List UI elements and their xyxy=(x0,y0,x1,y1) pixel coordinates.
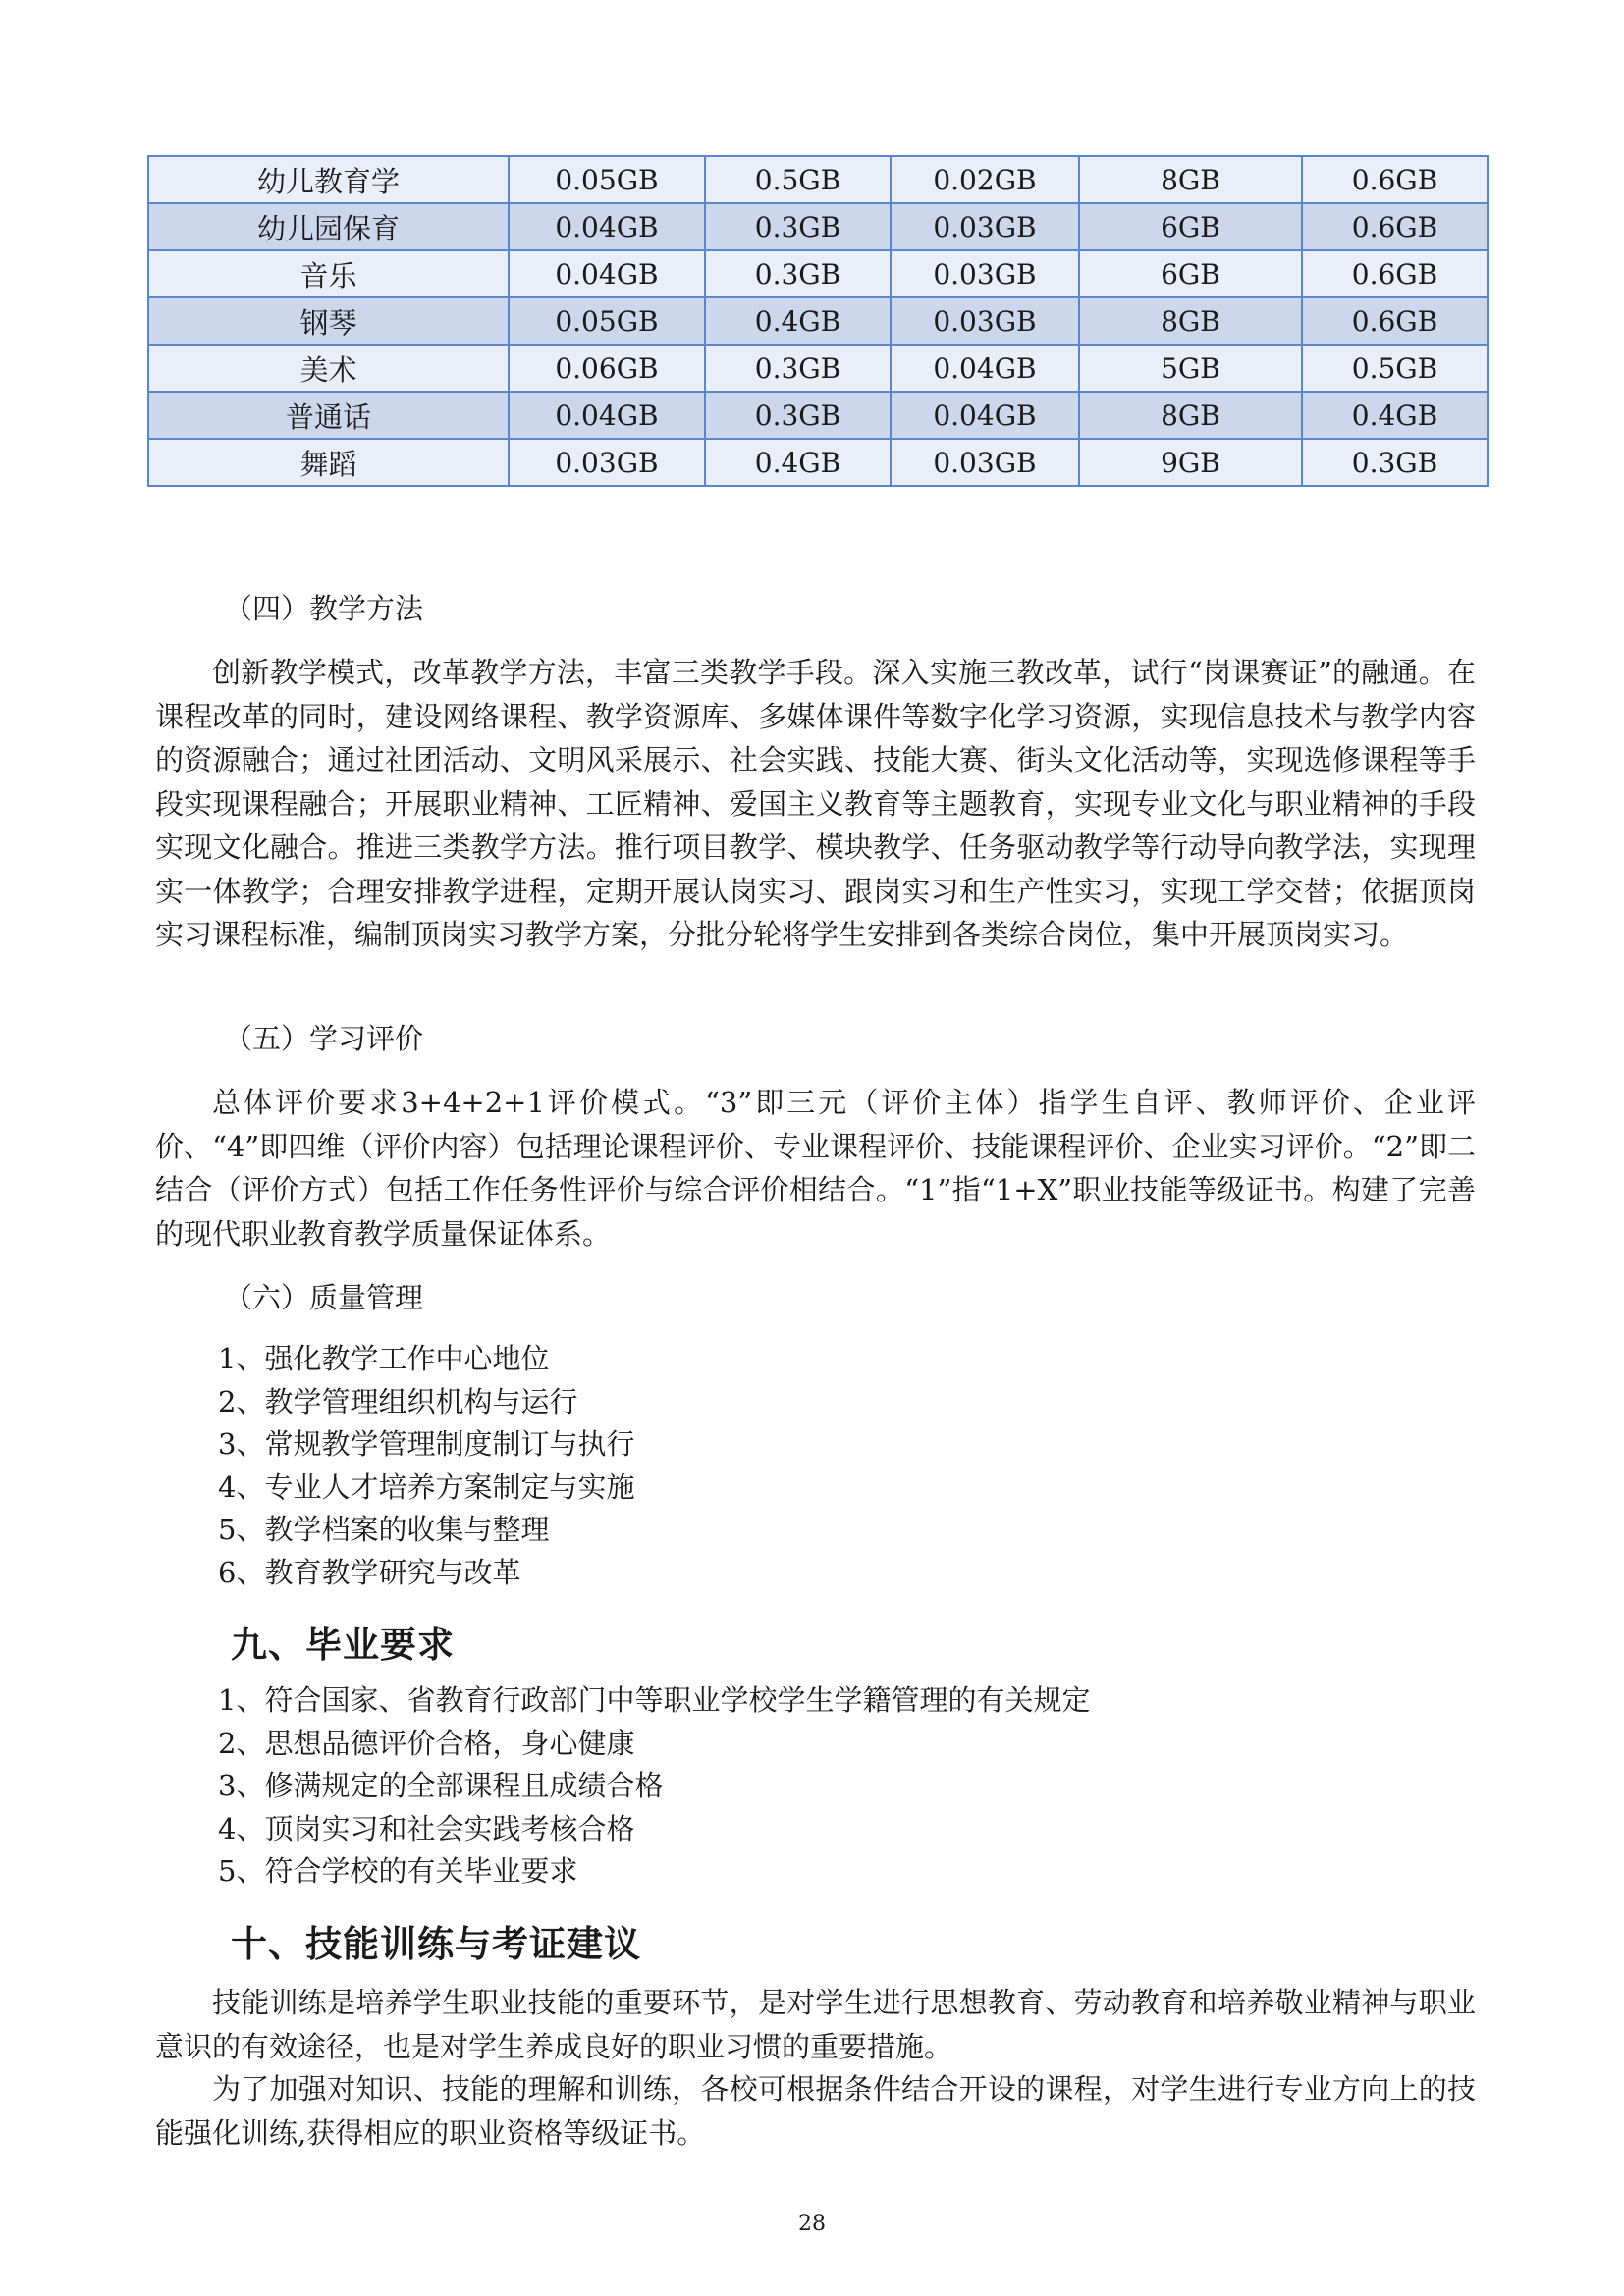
table-row xyxy=(148,392,1488,439)
table-cell-size: 0.03GB xyxy=(891,297,1079,345)
list-item: 4、顶岗实习和社会实践考核合格 xyxy=(218,1811,635,1845)
table-cell-course: 音乐 xyxy=(148,250,509,297)
list-item: 2、思想品德评价合格，身心健康 xyxy=(218,1726,635,1760)
table-cell-size: 0.04GB xyxy=(891,392,1079,439)
table-cell-size: 0.06GB xyxy=(509,345,705,392)
graduation-requirements-list xyxy=(218,1680,1090,1894)
table-row xyxy=(148,156,1488,203)
table-cell-course: 舞蹈 xyxy=(148,439,509,486)
table-cell-size: 6GB xyxy=(1079,203,1302,250)
list-item: 5、教学档案的收集与整理 xyxy=(218,1513,550,1546)
table-row xyxy=(148,439,1488,486)
table-cell-size: 0.5GB xyxy=(1302,345,1488,392)
table-cell-size: 0.6GB xyxy=(1302,297,1488,345)
table-cell-size: 0.3GB xyxy=(705,345,891,392)
section-title-quality-management: （六）质量管理 xyxy=(224,1281,424,1314)
list-item: 1、符合国家、省教育行政部门中等职业学校学生学籍管理的有关规定 xyxy=(218,1683,1091,1717)
table-cell-size: 0.3GB xyxy=(705,250,891,297)
quality-management-list xyxy=(218,1338,634,1594)
table-cell-course: 普通话 xyxy=(148,392,509,439)
table-cell-size: 0.03GB xyxy=(509,439,705,486)
learning-evaluation-paragraph: 总体评价要求3+4+2+1评价模式。“3”即三元（评价主体）指学生自评、教师评价、企业评价、“4”即四维（评价内容）包括理论课程评价、专业课程评价、技能课程评价、企业实习评价。“2”即二结合（评价方式）包括工作任务性评价与综合评价相结合。“1”指“1+X”职业技能等级证书。构建了完善的现代职业教育教学质量保证体系。 xyxy=(155,1086,1476,1251)
table-cell-size: 0.4GB xyxy=(1302,392,1488,439)
table-cell-size: 8GB xyxy=(1079,392,1302,439)
table-cell-size: 0.02GB xyxy=(891,156,1079,203)
chapter-heading-graduation-requirements: 九、毕业要求 xyxy=(231,1624,455,1666)
table-row xyxy=(148,345,1488,392)
list-item: 5、符合学校的有关毕业要求 xyxy=(218,1854,578,1888)
skill-training-paragraph-2: 为了加强对知识、技能的理解和训练，各校可根据条件结合开设的课程，对学生进行专业方向上的技能强化训练,获得相应的职业资格等级证书。 xyxy=(155,2072,1476,2150)
section-title-teaching-methods: （四）教学方法 xyxy=(224,592,424,625)
table-cell-size: 9GB xyxy=(1079,439,1302,486)
list-item: 2、教学管理组织机构与运行 xyxy=(218,1384,578,1418)
page-number: 28 xyxy=(798,2212,826,2236)
table-cell-course: 钢琴 xyxy=(148,297,509,345)
list-item: 3、修满规定的全部课程且成绩合格 xyxy=(218,1769,664,1802)
table-cell-course: 幼儿园保育 xyxy=(148,203,509,250)
table-cell-size: 8GB xyxy=(1079,156,1302,203)
table-cell-size: 0.5GB xyxy=(705,156,891,203)
table-cell-size: 0.04GB xyxy=(891,345,1079,392)
table-cell-size: 0.05GB xyxy=(509,297,705,345)
chapter-heading-skill-training: 十、技能训练与考证建议 xyxy=(231,1923,641,1965)
teaching-methods-paragraph: 创新教学模式，改革教学方法，丰富三类教学手段。深入实施三教改革，试行“岗课赛证”的融通。在课程改革的同时，建设网络课程、教学资源库、多媒体课件等数字化学习资源，实现信息技术与教学内容的资源融合；通过社团活动、文明风采展示、社会实践、技能大赛、街头文化活动等，实现选修课程等手段实现课程融合；开展职业精神、工匠精神、爱国主义教育等主题教育，实现专业文化与职业精神的手段实现文化融合。推进三类教学方法。推行项目教学、模块教学、任务驱动教学等行动导向教学法，实现理实一体教学；合理安排教学进程，定期开展认岗实习、跟岗实习和生产性实习，实现工学交替；依据顶岗实习课程标准，编制顶岗实习教学方案，分批分轮将学生安排到各类综合岗位，集中开展顶岗实习。 xyxy=(155,656,1476,951)
resource-size-table xyxy=(147,155,1489,487)
table-cell-size: 0.03GB xyxy=(891,203,1079,250)
table-cell-course: 美术 xyxy=(148,345,509,392)
table-row xyxy=(148,203,1488,250)
table-cell-size: 0.4GB xyxy=(705,297,891,345)
table-cell-size: 0.6GB xyxy=(1302,203,1488,250)
table-cell-size: 0.04GB xyxy=(509,250,705,297)
table-cell-size: 0.6GB xyxy=(1302,250,1488,297)
table-cell-size: 6GB xyxy=(1079,250,1302,297)
table-row xyxy=(148,297,1488,345)
table-cell-course: 幼儿教育学 xyxy=(148,156,509,203)
skill-training-paragraph-1: 技能训练是培养学生职业技能的重要环节，是对学生进行思想教育、劳动教育和培养敬业精神与职业意识的有效途径，也是对学生养成良好的职业习惯的重要措施。 xyxy=(155,1986,1476,2063)
table-cell-size: 8GB xyxy=(1079,297,1302,345)
section-title-learning-evaluation: （五）学习评价 xyxy=(224,1022,424,1055)
table-cell-size: 0.3GB xyxy=(1302,439,1488,486)
table-cell-size: 0.4GB xyxy=(705,439,891,486)
table-cell-size: 0.03GB xyxy=(891,250,1079,297)
table-cell-size: 0.3GB xyxy=(705,203,891,250)
table-cell-size: 0.6GB xyxy=(1302,156,1488,203)
list-item: 6、教育教学研究与改革 xyxy=(218,1555,521,1589)
list-item: 4、专业人才培养方案制定与实施 xyxy=(218,1469,635,1504)
table-cell-size: 0.05GB xyxy=(509,156,705,203)
table-cell-size: 0.04GB xyxy=(509,392,705,439)
table-row xyxy=(148,250,1488,297)
list-item: 3、常规教学管理制度制订与执行 xyxy=(218,1427,635,1461)
table-cell-size: 0.04GB xyxy=(509,203,705,250)
list-item: 1、强化教学工作中心地位 xyxy=(218,1342,550,1375)
table-body xyxy=(148,156,1488,486)
table-cell-size: 5GB xyxy=(1079,345,1302,392)
table-cell-size: 0.03GB xyxy=(891,439,1079,486)
table-cell-size: 0.3GB xyxy=(705,392,891,439)
